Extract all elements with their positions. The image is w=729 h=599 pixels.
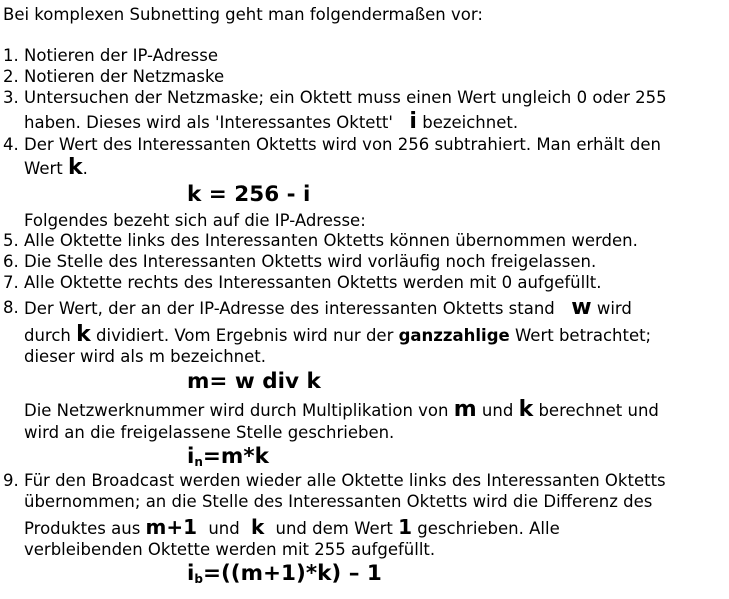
formula-ib-rest: =((m+1)*k) – 1 [202,561,382,586]
step-5-text: Alle Oktette links des Interessanten Oktetts können übernommen werden. [24,231,638,250]
step-8-line-2 [24,322,652,347]
step-8-text-a: Der Wert, der an der IP-Adresse des interessanten Oktetts stand [24,299,555,318]
step-number-8: 8. [3,298,19,317]
emphasis-ganzzahlige: ganzzahlige [398,326,510,345]
step-9-line-3 [24,517,560,539]
step-8-text-b: wird [596,299,632,318]
step-8-text-d: dividiert. Vom Ergebnis wird nur der [96,326,394,345]
intro-text: Bei komplexen Subnetting geht man folgendermaßen vor: [3,5,483,24]
step-number-6: 6. [3,252,19,271]
variable-k-3: k [518,397,534,422]
step-number-7: 7. [3,273,19,292]
step-3-text-a: haben. Dieses wird als 'Interessantes Oktett' [24,113,393,132]
step-4-line-1: Der Wert des Interessanten Oktetts wird von 256 subtrahiert. Man erhält den [24,135,661,154]
net-text-c: berechnet und [538,401,659,420]
formula-in-base: i [187,444,195,469]
step-6-text: Die Stelle des Interessanten Oktetts wird vorläufig noch freigelassen. [24,252,597,271]
variable-k-2: k [76,322,91,347]
formula-m: m= w div k [187,369,321,394]
step-9-text-a: Produktes aus [24,519,141,538]
step-9-text-c: und dem Wert [275,519,393,538]
net-text-b: und [481,401,514,420]
step-9-text-b: und [208,519,240,538]
step-8-text-c: durch [24,326,71,345]
formula-k: k = 256 - i [187,182,311,207]
variable-m-plus-1: m+1 [145,515,198,539]
step-9-text-d: geschrieben. Alle [417,519,560,538]
step-number-1: 1. [3,46,19,65]
step-3-text-b: bezeichnet. [422,113,519,132]
ip-note: Folgendes bezeht sich auf die IP-Adresse: [24,211,366,230]
step-8-line-1 [24,295,632,320]
step-9-line-4: verbleibenden Oktette werden mit 255 aufgefüllt. [24,540,436,559]
step-number-9: 9. [3,471,19,490]
step-4-line-2 [24,155,88,180]
formula-ib-base: i [187,561,195,586]
step-8-text-e: Wert betrachtet; [514,326,652,345]
variable-m: m [453,397,477,422]
net-line-1 [24,397,659,422]
step-3-line-1: Untersuchen der Netzmaske; ein Oktett muss einen Wert ungleich 0 oder 255 [24,88,667,107]
formula-ib [187,561,382,592]
step-number-5: 5. [3,231,19,250]
step-1-text: Notieren der IP-Adresse [24,46,219,65]
step-number-3: 3. [3,88,19,107]
step-9-line-2: übernommen; an die Stelle des Interessanten Oktetts wird die Differenz des [24,492,653,511]
step-9-line-1: Für den Broadcast werden wieder alle Oktette links des Interessanten Oktetts [24,471,666,490]
step-8-line-3: dieser wird als m bezeichnet. [24,347,267,366]
net-line-2: wird an die freigelassene Stelle geschrieben. [24,423,395,442]
variable-k-4: k [250,515,265,539]
step-3-line-2 [24,109,519,134]
step-4-text-a: Wert [24,159,63,178]
variable-w: w [571,295,592,320]
step-number-2: 2. [3,67,19,86]
step-2-text: Notieren der Netzmaske [24,67,225,86]
net-text-a: Die Netzwerknummer wird durch Multiplikation von [24,401,449,420]
step-number-4: 4. [3,135,19,154]
variable-k: k [68,155,83,180]
formula-in-sub: n [194,455,203,469]
formula-in-rest: =m*k [202,444,269,469]
formula-ib-sub: b [194,572,203,586]
step-4-text-b: . [82,159,88,178]
variable-i: i [409,109,417,134]
step-7-text: Alle Oktette rechts des Interessanten Oktetts werden mit 0 aufgefüllt. [24,273,602,292]
variable-one: 1 [398,515,413,539]
